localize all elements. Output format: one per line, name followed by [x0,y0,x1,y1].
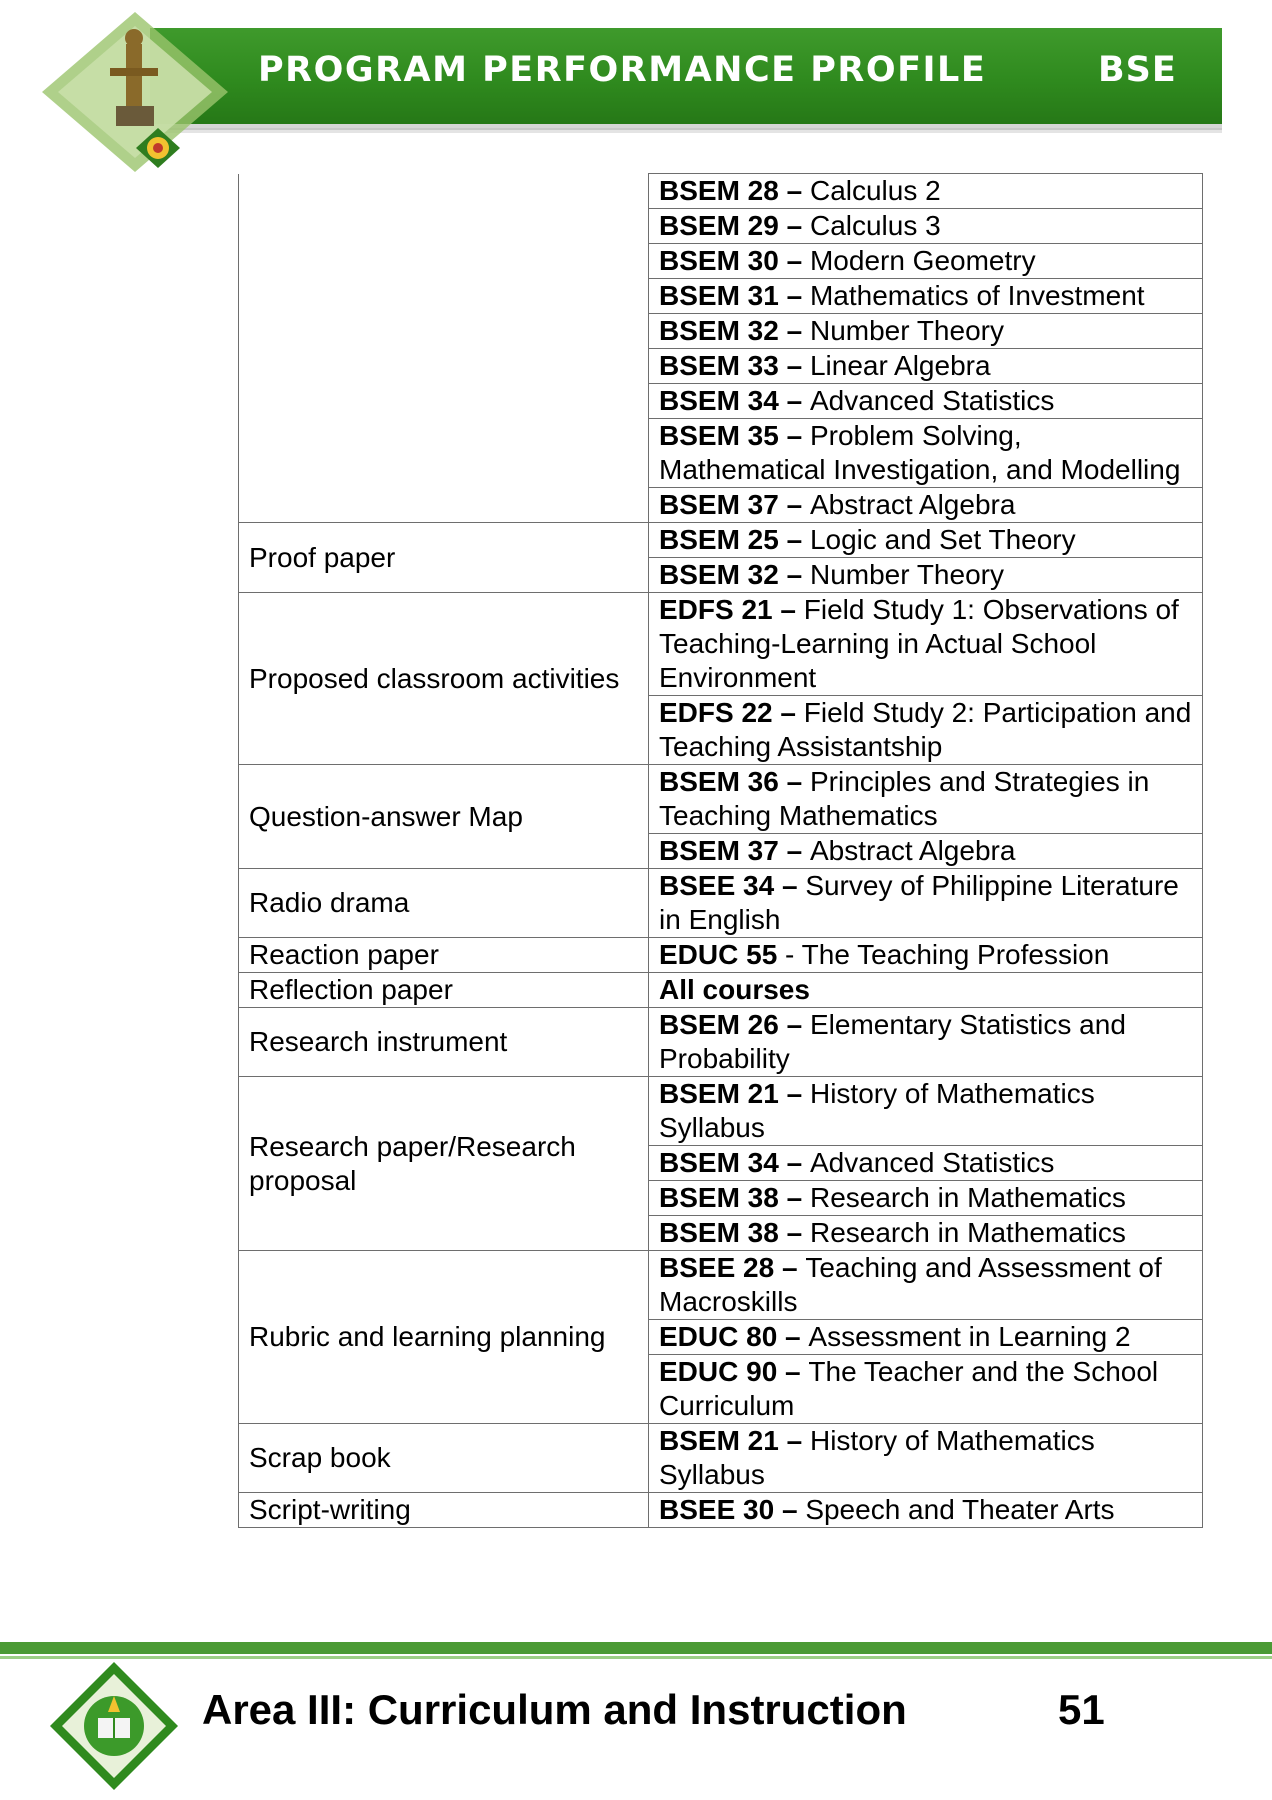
course-title: Teaching and Assessment of Macroskills [659,1252,1162,1317]
course-separator: – [778,524,810,555]
course-code: EDUC 55 [659,939,778,970]
course-title: Research in Mathematics [809,1182,1126,1213]
course-code: All courses [659,974,810,1005]
course-cell [649,1424,1203,1493]
course-separator: – [777,1321,809,1352]
course-code: BSEM 21 [659,1078,779,1109]
course-separator: – [778,1078,810,1109]
course-title: Calculus 3 [809,210,941,241]
course-separator: – [778,835,810,866]
header-underline [150,124,1222,128]
course-title: Speech and Theater Arts [805,1494,1115,1525]
page-header-title: PROGRAM PERFORMANCE PROFILE [258,50,987,90]
course-title: Abstract Algebra [809,835,1016,866]
course-title: The Teacher and the School Curriculum [659,1356,1159,1421]
course-code: BSEE 28 [659,1252,775,1283]
course-title: Number Theory [809,315,1004,346]
course-title: Field Study 2: Participation and Teaching Assistantship [659,697,1192,762]
course-separator: – [778,1217,810,1248]
course-cell [649,523,1203,558]
activity-cell: Research paper/Research proposal [239,1077,649,1251]
course-title: Number Theory [809,559,1004,590]
activity-cell: Research instrument [239,1008,649,1077]
footer-rule [0,1642,1272,1654]
course-separator: – [778,766,810,797]
course-title: Modern Geometry [809,245,1036,276]
course-cell [649,1493,1203,1528]
course-title: Survey of Philippine Literature in English [659,870,1179,935]
activity-cell: Proposed classroom activities [239,593,649,765]
footer-area-title: Area III: Curriculum and Instruction [202,1686,907,1733]
course-cell [649,834,1203,869]
course-code: EDFS 21 [659,594,773,625]
course-code: BSEM 30 [659,245,779,276]
course-code: EDUC 90 [659,1356,778,1387]
course-cell [649,1355,1203,1424]
course-code: BSEM 35 [659,420,779,451]
course-cell [649,174,1203,209]
course-separator: – [778,315,810,346]
course-title: The Teaching Profession [801,939,1110,970]
table-row [239,1008,1203,1077]
course-cell [649,1181,1203,1216]
course-title: Calculus 2 [809,175,941,206]
table-row [239,523,1203,558]
course-code: BSEM 32 [659,315,779,346]
course-code: BSEM 34 [659,1147,779,1178]
course-code: BSEM 33 [659,350,779,381]
course-code: BSEM 38 [659,1182,779,1213]
course-cell [649,973,1203,1008]
course-code: BSEM 36 [659,766,779,797]
course-separator: – [778,420,810,451]
course-separator: – [778,245,810,276]
table-row [239,1251,1203,1320]
activity-cell: Proof paper [239,523,649,593]
course-separator: – [778,489,810,520]
table-row [239,174,1203,209]
activity-cell: Radio drama [239,869,649,938]
course-code: BSEM 32 [659,559,779,590]
course-cell [649,349,1203,384]
activity-cell: Script-writing [239,1493,649,1528]
course-title: Assessment in Learning 2 [808,1321,1131,1352]
course-title: Advanced Statistics [809,1147,1055,1178]
course-cell [649,696,1203,765]
course-cell [649,558,1203,593]
table-row [239,593,1203,696]
activity-cell: Question-answer Map [239,765,649,869]
activity-cell: Reaction paper [239,938,649,973]
course-title: Problem Solving, Mathematical Investigation, and Modelling [659,420,1181,485]
course-cell [649,384,1203,419]
course-code: EDUC 80 [659,1321,778,1352]
activity-cell: Scrap book [239,1424,649,1493]
course-cell [649,869,1203,938]
page-number: 51 [1058,1686,1105,1733]
course-code: BSEM 38 [659,1217,779,1248]
table-row [239,938,1203,973]
course-cell [649,1251,1203,1320]
course-title: Research in Mathematics [809,1217,1126,1248]
course-code: BSEM 37 [659,489,779,520]
course-title: Elementary Statistics and Probability [659,1009,1126,1074]
course-code: BSEM 21 [659,1425,779,1456]
course-code: BSEM 25 [659,524,779,555]
course-separator: – [778,1425,810,1456]
course-title: Linear Algebra [809,350,991,381]
course-cell [649,244,1203,279]
course-code: BSEE 34 [659,870,775,901]
course-title: Advanced Statistics [809,385,1055,416]
university-statue-logo-icon [40,10,230,175]
course-separator: – [778,280,810,311]
table-row [239,869,1203,938]
course-code: BSEM 31 [659,280,779,311]
footer-rule-light [0,1656,1272,1659]
university-seal-icon [48,1660,180,1792]
course-code: BSEM 28 [659,175,779,206]
course-title: History of Mathematics Syllabus [659,1078,1095,1143]
course-cell [649,1008,1203,1077]
course-separator: – [772,697,804,728]
table-row [239,765,1203,834]
course-title: History of Mathematics Syllabus [659,1425,1095,1490]
activity-cell [239,174,649,523]
course-cell [649,1320,1203,1355]
program-code: BSE [1098,50,1177,90]
course-separator: – [778,1009,810,1040]
table-row [239,973,1203,1008]
course-separator: – [777,1356,809,1387]
course-separator: – [778,559,810,590]
course-cell [649,488,1203,523]
activity-cell: Reflection paper [239,973,649,1008]
table-row [239,1077,1203,1146]
course-separator: – [774,870,806,901]
course-code: BSEE 30 [659,1494,775,1525]
course-separator: – [778,1182,810,1213]
course-cell [649,209,1203,244]
activity-cell: Rubric and learning planning [239,1251,649,1424]
course-cell [649,314,1203,349]
course-code: BSEM 37 [659,835,779,866]
course-title: Principles and Strategies in Teaching Mathematics [659,766,1150,831]
course-title: Field Study 1: Observations of Teaching-Learning in Actual School Environment [659,594,1179,693]
table-row [239,1424,1203,1493]
course-separator: – [778,1147,810,1178]
course-cell [649,938,1203,973]
course-separator: – [778,385,810,416]
course-separator: - [777,939,802,970]
course-title: Logic and Set Theory [809,524,1076,555]
course-cell [649,1077,1203,1146]
course-separator: – [774,1252,806,1283]
course-separator: – [774,1494,806,1525]
course-code: EDFS 22 [659,697,773,728]
course-cell [649,593,1203,696]
course-cell [649,279,1203,314]
course-separator: – [778,210,810,241]
course-code: BSEM 29 [659,210,779,241]
course-title: Abstract Algebra [809,489,1016,520]
course-separator: – [772,594,804,625]
course-title: Mathematics of Investment [809,280,1145,311]
course-cell [649,765,1203,834]
course-cell [649,419,1203,488]
course-separator: – [778,175,810,206]
course-code: BSEM 26 [659,1009,779,1040]
course-code: BSEM 34 [659,385,779,416]
table-row [239,1493,1203,1528]
course-cell [649,1216,1203,1251]
activities-courses-table [238,173,1203,1528]
course-separator: – [778,350,810,381]
course-cell [649,1146,1203,1181]
